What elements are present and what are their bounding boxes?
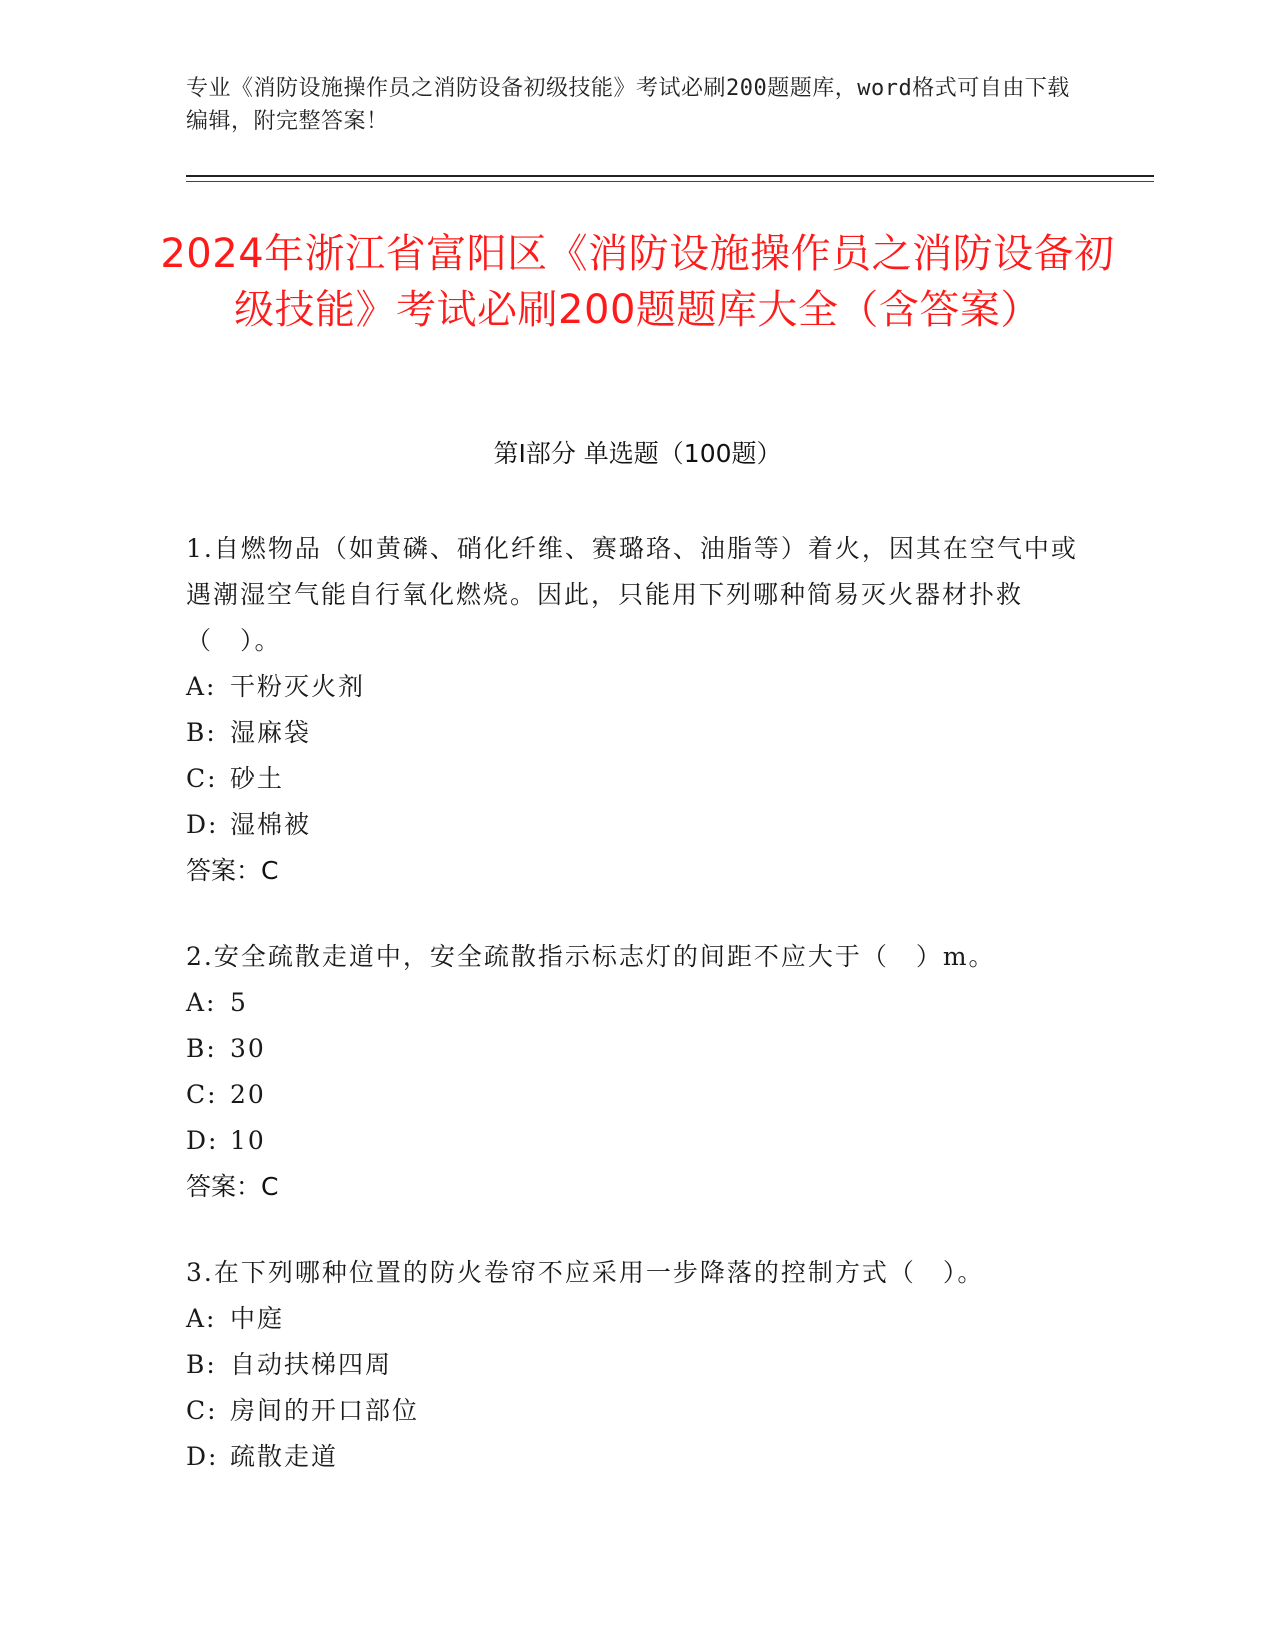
question-3 <box>186 1250 1086 1480</box>
option-c <box>186 756 1086 802</box>
option-letter: B: <box>186 718 217 747</box>
header-divider-thick <box>186 175 1154 177</box>
option-text: 湿棉被 <box>230 810 312 839</box>
question-list <box>186 526 1086 1520</box>
option-text: 5 <box>230 988 248 1017</box>
option-text: 砂土 <box>230 764 285 793</box>
option-letter: A: <box>186 1304 217 1333</box>
header-divider-thin <box>186 181 1154 182</box>
answer-line: 答案：C <box>186 1172 279 1201</box>
option-b <box>186 1026 1086 1072</box>
option-c <box>186 1388 1086 1434</box>
option-a <box>186 1296 1086 1342</box>
option-letter: C: <box>186 1396 218 1425</box>
option-d <box>186 802 1086 848</box>
option-letter: C: <box>186 1080 218 1109</box>
option-text: 疏散走道 <box>230 1442 339 1471</box>
option-letter: B: <box>186 1350 217 1379</box>
option-letter: D: <box>186 810 219 839</box>
option-letter: A: <box>186 672 217 701</box>
option-a <box>186 980 1086 1026</box>
section-heading: 第I部分 单选题（100题） <box>493 439 782 468</box>
header-note: 专业《消防设施操作员之消防设备初级技能》考试必刷200题题库，word格式可自由下载编辑，附完整答案！ <box>186 76 1070 134</box>
question-2 <box>186 934 1086 1210</box>
option-text: 干粉灭火剂 <box>230 672 366 701</box>
option-d <box>186 1118 1086 1164</box>
option-letter: D: <box>186 1442 219 1471</box>
option-text: 湿麻袋 <box>230 718 312 747</box>
option-b <box>186 710 1086 756</box>
option-c <box>186 1072 1086 1118</box>
question-stem: 3.在下列哪种位置的防火卷帘不应采用一步降落的控制方式（ ）。 <box>186 1258 985 1287</box>
option-letter: D: <box>186 1126 219 1155</box>
document-title: 2024年浙江省富阳区《消防设施操作员之消防设备初级技能》考试必刷200题题库大全（含答案） <box>160 231 1115 333</box>
question-stem: 2.安全疏散走道中，安全疏散指示标志灯的间距不应大于（ ）m。 <box>186 942 996 971</box>
option-text: 10 <box>230 1126 266 1155</box>
option-d <box>186 1434 1086 1480</box>
option-text: 中庭 <box>230 1304 285 1333</box>
option-b <box>186 1342 1086 1388</box>
option-letter: C: <box>186 764 218 793</box>
option-text: 20 <box>230 1080 266 1109</box>
answer-line: 答案：C <box>186 856 279 885</box>
option-text: 房间的开口部位 <box>230 1396 420 1425</box>
option-text: 30 <box>230 1034 266 1063</box>
option-letter: A: <box>186 988 217 1017</box>
option-letter: B: <box>186 1034 217 1063</box>
option-a <box>186 664 1086 710</box>
option-text: 自动扶梯四周 <box>230 1350 393 1379</box>
question-stem: 1.自燃物品（如黄磷、硝化纤维、赛璐珞、油脂等）着火，因其在空气中或遇潮湿空气能自行氧化燃烧。因此，只能用下列哪种简易灭火器材扑救（ ）。 <box>186 534 1078 655</box>
question-1 <box>186 526 1086 894</box>
